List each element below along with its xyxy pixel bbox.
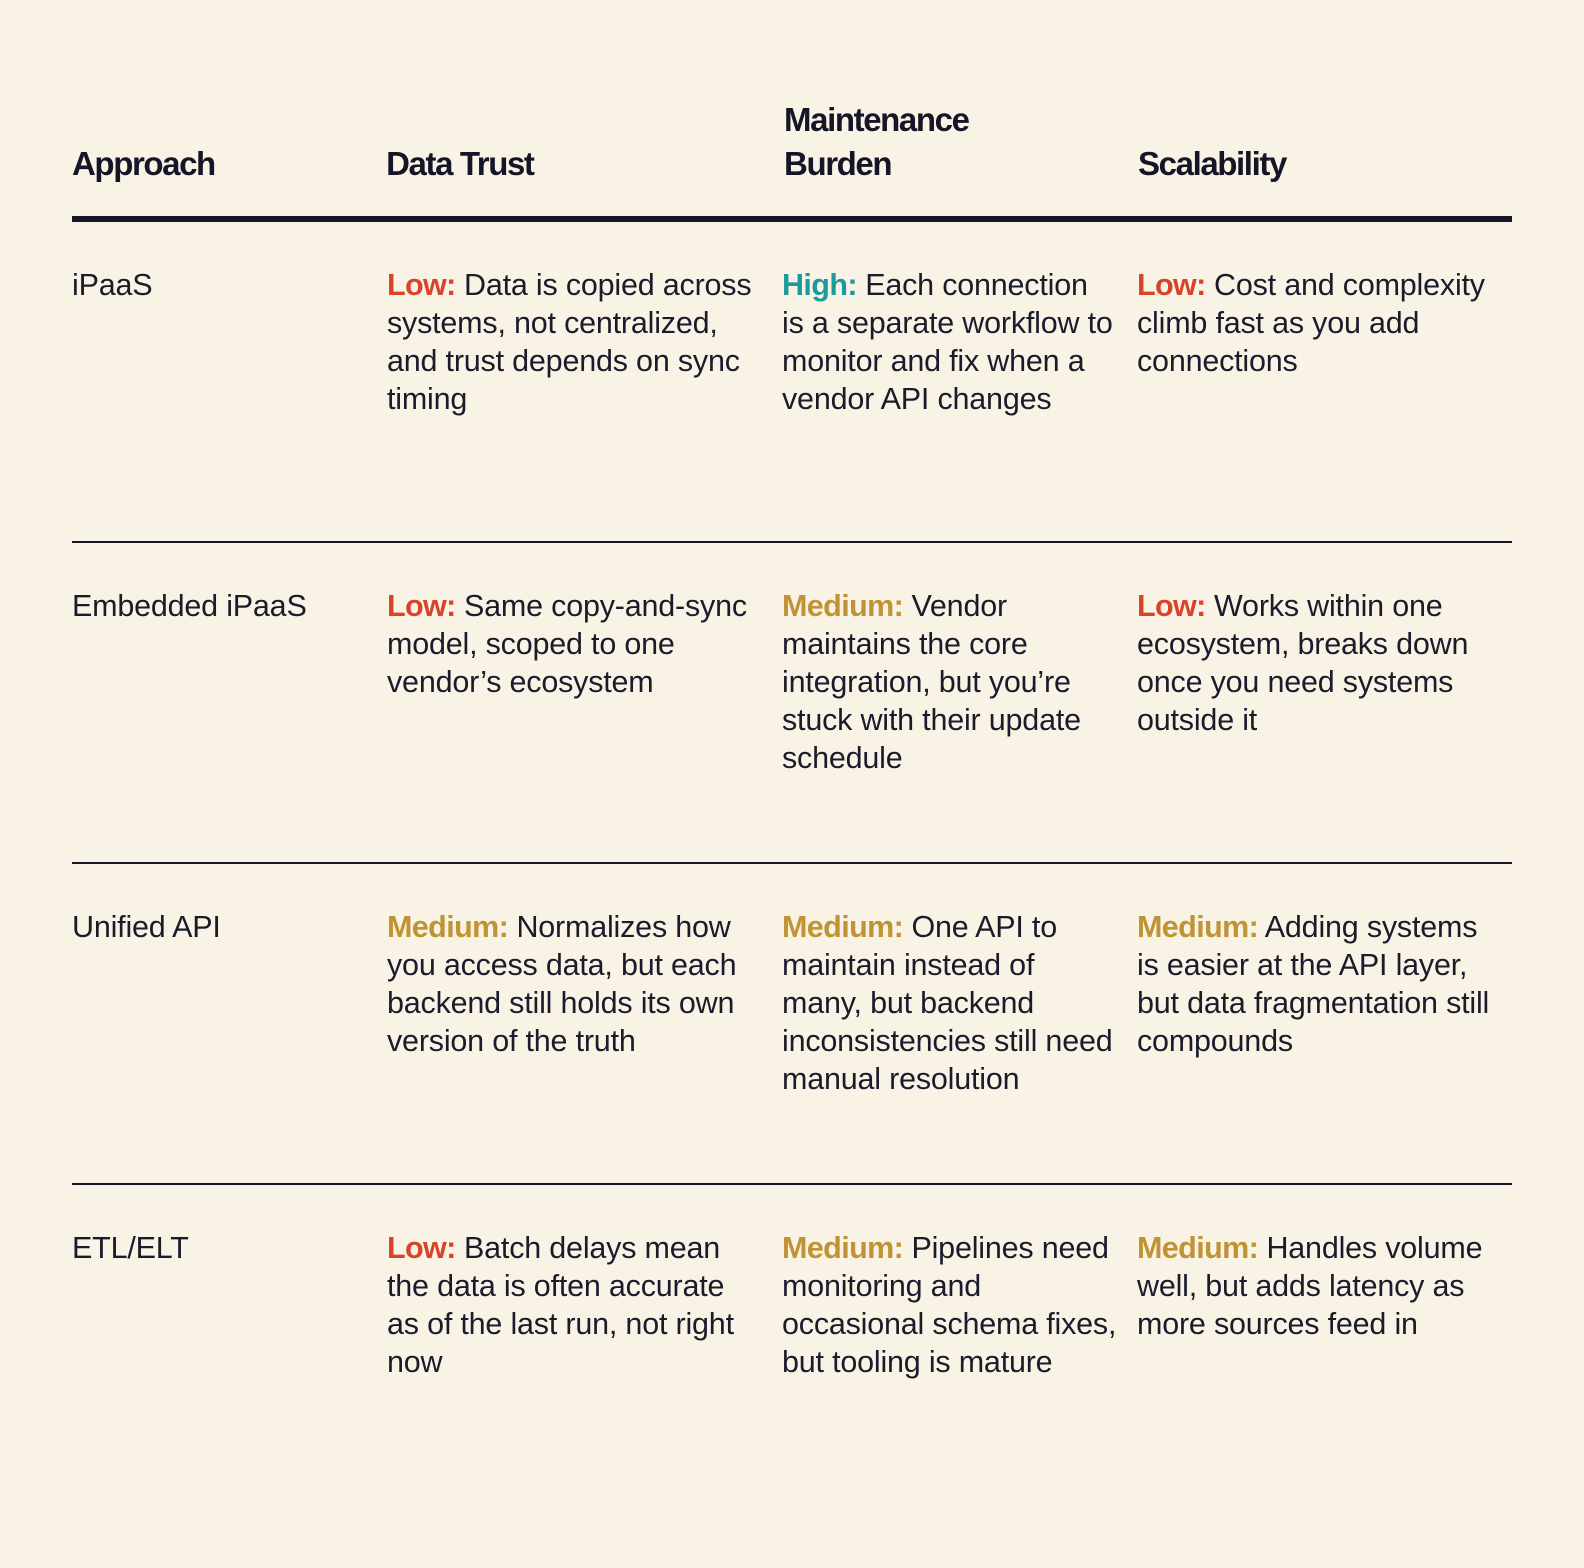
rating-label: Medium: [782, 910, 904, 944]
header-data-trust: Data Trust [386, 145, 534, 182]
rating-label: Medium: [782, 1231, 904, 1265]
rating-label: Low: [387, 1231, 456, 1265]
header-scalability: Scalability [1138, 145, 1286, 182]
approach-cell: iPaaS [72, 268, 153, 302]
description-text: Same copy-and-sync model, scoped to one vendor’s ecosystem [387, 589, 747, 699]
scalability-cell [1137, 266, 1512, 541]
description-text: Vendor maintains the core integration, but you’re stuck with their update schedule [782, 589, 1081, 775]
rating-label: Low: [387, 268, 456, 302]
description-text: Handles volume well, but adds latency as more sources feed in [1137, 1231, 1483, 1341]
description-text: Normalizes how you access data, but each backend still holds its own version of the truth [387, 910, 737, 1058]
comparison-table [72, 101, 1512, 1445]
description-text: Each connection is a separate workflow to monitor and fix when a vendor API changes [782, 268, 1113, 416]
scalability-cell [1137, 1229, 1512, 1445]
description-text: Batch delays mean the data is often accurate as of the last run, not right now [387, 1231, 734, 1379]
rating-label: Medium: [782, 589, 904, 623]
description-text: Cost and complexity climb fast as you add connections [1137, 268, 1485, 378]
description-text: Works within one ecosystem, breaks down once you need systems outside it [1137, 589, 1469, 737]
table-row [72, 864, 1512, 1185]
approach-cell: Unified API [72, 910, 221, 944]
data-trust-cell [387, 266, 782, 541]
header-approach: Approach [72, 145, 215, 182]
rating-label: Medium: [1137, 910, 1259, 944]
maintenance-cell [782, 587, 1137, 862]
rating-label: Medium: [1137, 1231, 1259, 1265]
data-trust-cell [387, 587, 782, 862]
header-maintenance-burden [780, 98, 1138, 186]
description-text: Pipelines need monitoring and occasional schema fixes, but tooling is mature [782, 1231, 1117, 1379]
table-header [72, 101, 1512, 222]
data-trust-cell [387, 1229, 782, 1445]
table-row [72, 543, 1512, 864]
table-row [72, 1185, 1512, 1445]
header-maintenance-line1: Maintenance [784, 101, 969, 138]
scalability-cell [1137, 587, 1512, 862]
rating-label: Low: [387, 589, 456, 623]
approach-cell: ETL/ELT [72, 1231, 189, 1265]
maintenance-cell [782, 908, 1137, 1183]
maintenance-cell [782, 1229, 1137, 1445]
description-text: Adding systems is easier at the API layer, but data fragmentation still compounds [1137, 910, 1490, 1058]
description-text: One API to maintain instead of many, but backend inconsistencies still need manual resolution [782, 910, 1113, 1096]
rating-label: High: [782, 268, 857, 302]
maintenance-cell [782, 266, 1137, 541]
rating-label: Medium: [387, 910, 509, 944]
data-trust-cell [387, 908, 782, 1183]
header-maintenance-line2: Burden [784, 145, 892, 182]
scalability-cell [1137, 908, 1512, 1183]
rating-label: Low: [1137, 268, 1206, 302]
description-text: Data is copied across systems, not centralized, and trust depends on sync timing [387, 268, 752, 416]
approach-cell: Embedded iPaaS [72, 589, 307, 623]
table-row [72, 222, 1512, 543]
rating-label: Low: [1137, 589, 1206, 623]
